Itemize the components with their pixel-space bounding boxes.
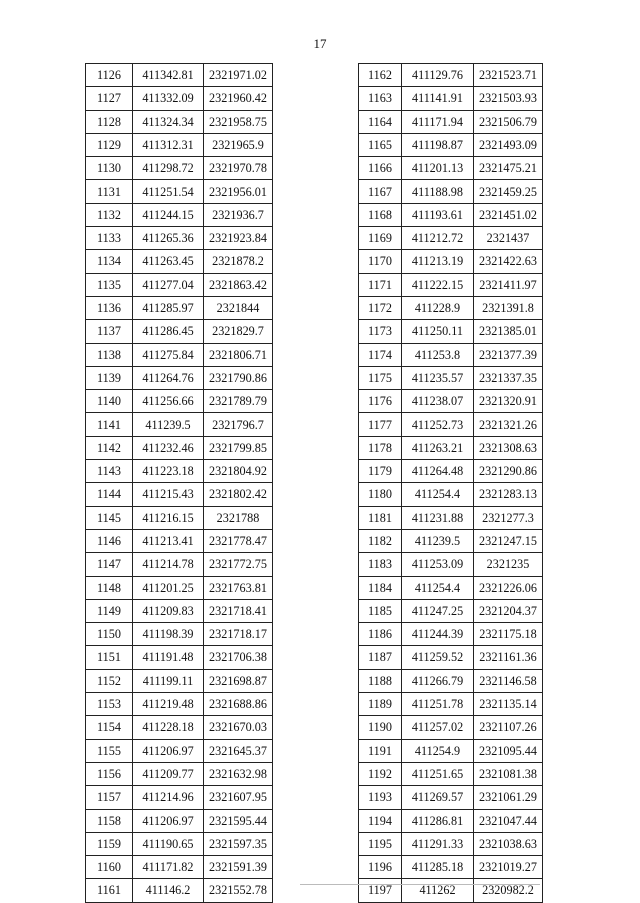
y-coordinate-cell: 2321718.41 <box>204 599 273 622</box>
x-coordinate-cell: 411247.25 <box>402 599 474 622</box>
x-coordinate-cell: 411228.18 <box>133 716 204 739</box>
x-coordinate-cell: 411275.84 <box>133 343 204 366</box>
x-coordinate-cell: 411254.4 <box>402 483 474 506</box>
table-row <box>359 646 543 669</box>
y-coordinate-cell: 2321391.8 <box>474 296 543 319</box>
point-number-cell: 1148 <box>86 576 133 599</box>
table-row <box>359 623 543 646</box>
table-row <box>359 832 543 855</box>
x-coordinate-cell: 411212.72 <box>402 227 474 250</box>
y-coordinate-cell: 2321308.63 <box>474 436 543 459</box>
x-coordinate-cell: 411285.18 <box>402 856 474 879</box>
point-number-cell: 1134 <box>86 250 133 273</box>
point-number-cell: 1138 <box>86 343 133 366</box>
y-coordinate-cell: 2321061.29 <box>474 786 543 809</box>
footer-rule <box>300 884 540 885</box>
table-row <box>359 483 543 506</box>
x-coordinate-cell: 411251.78 <box>402 693 474 716</box>
table-row <box>86 390 273 413</box>
table-row <box>359 227 543 250</box>
table-row <box>86 669 273 692</box>
y-coordinate-cell: 2321493.09 <box>474 133 543 156</box>
y-coordinate-cell: 2321161.36 <box>474 646 543 669</box>
x-coordinate-cell: 411213.19 <box>402 250 474 273</box>
point-number-cell: 1150 <box>86 623 133 646</box>
table-row <box>86 483 273 506</box>
point-number-cell: 1180 <box>359 483 402 506</box>
point-number-cell: 1154 <box>86 716 133 739</box>
y-coordinate-cell: 2321796.7 <box>204 413 273 436</box>
y-coordinate-cell: 2321718.17 <box>204 623 273 646</box>
table-row <box>86 296 273 319</box>
y-coordinate-cell: 2321321.26 <box>474 413 543 436</box>
table-row <box>86 599 273 622</box>
x-coordinate-cell: 411291.33 <box>402 832 474 855</box>
x-coordinate-cell: 411219.48 <box>133 693 204 716</box>
point-number-cell: 1144 <box>86 483 133 506</box>
y-coordinate-cell: 2321670.03 <box>204 716 273 739</box>
table-row <box>86 203 273 226</box>
y-coordinate-cell: 2321595.44 <box>204 809 273 832</box>
point-number-cell: 1126 <box>86 64 133 87</box>
point-number-cell: 1129 <box>86 133 133 156</box>
point-number-cell: 1136 <box>86 296 133 319</box>
point-number-cell: 1183 <box>359 553 402 576</box>
y-coordinate-cell: 2321778.47 <box>204 529 273 552</box>
x-coordinate-cell: 411141.91 <box>402 87 474 110</box>
table-row <box>359 693 543 716</box>
page-number: 17 <box>313 36 327 51</box>
table-row <box>86 832 273 855</box>
table-row <box>359 273 543 296</box>
point-number-cell: 1189 <box>359 693 402 716</box>
x-coordinate-cell: 411277.04 <box>133 273 204 296</box>
y-coordinate-cell: 2321971.02 <box>204 64 273 87</box>
x-coordinate-cell: 411171.94 <box>402 110 474 133</box>
point-number-cell: 1174 <box>359 343 402 366</box>
x-coordinate-cell: 411222.15 <box>402 273 474 296</box>
table-row <box>359 87 543 110</box>
y-coordinate-cell: 2321290.86 <box>474 460 543 483</box>
x-coordinate-cell: 411190.65 <box>133 832 204 855</box>
table-row <box>359 157 543 180</box>
table-row <box>86 273 273 296</box>
table-row <box>359 460 543 483</box>
point-number-cell: 1192 <box>359 762 402 785</box>
table-row <box>359 390 543 413</box>
table-row <box>359 529 543 552</box>
x-coordinate-cell: 411263.21 <box>402 436 474 459</box>
x-coordinate-cell: 411201.13 <box>402 157 474 180</box>
point-number-cell: 1161 <box>86 879 133 902</box>
y-coordinate-cell: 2321956.01 <box>204 180 273 203</box>
x-coordinate-cell: 411214.78 <box>133 553 204 576</box>
table-row <box>86 576 273 599</box>
x-coordinate-cell: 411342.81 <box>133 64 204 87</box>
table-row <box>86 157 273 180</box>
table-row <box>86 716 273 739</box>
y-coordinate-cell: 2321878.2 <box>204 250 273 273</box>
table-row <box>86 529 273 552</box>
y-coordinate-cell: 2321923.84 <box>204 227 273 250</box>
y-coordinate-cell: 2321277.3 <box>474 506 543 529</box>
point-number-cell: 1146 <box>86 529 133 552</box>
table-row <box>359 856 543 879</box>
y-coordinate-cell: 2321597.35 <box>204 832 273 855</box>
table-row <box>359 436 543 459</box>
coordinate-table-left <box>85 63 273 903</box>
y-coordinate-cell: 2321422.63 <box>474 250 543 273</box>
point-number-cell: 1162 <box>359 64 402 87</box>
point-number-cell: 1163 <box>359 87 402 110</box>
table-row <box>86 366 273 389</box>
y-coordinate-cell: 2321135.14 <box>474 693 543 716</box>
y-coordinate-cell: 2321863.42 <box>204 273 273 296</box>
y-coordinate-cell: 2321247.15 <box>474 529 543 552</box>
x-coordinate-cell: 411254.9 <box>402 739 474 762</box>
y-coordinate-cell: 2321763.81 <box>204 576 273 599</box>
y-coordinate-cell: 2321698.87 <box>204 669 273 692</box>
x-coordinate-cell: 411198.87 <box>402 133 474 156</box>
y-coordinate-cell: 2321790.86 <box>204 366 273 389</box>
point-number-cell: 1166 <box>359 157 402 180</box>
y-coordinate-cell: 2321772.75 <box>204 553 273 576</box>
table-row <box>86 739 273 762</box>
table-row <box>359 320 543 343</box>
y-coordinate-cell: 2321645.37 <box>204 739 273 762</box>
table-row <box>86 250 273 273</box>
y-coordinate-cell: 2321802.42 <box>204 483 273 506</box>
point-number-cell: 1179 <box>359 460 402 483</box>
x-coordinate-cell: 411259.52 <box>402 646 474 669</box>
y-coordinate-cell: 2321706.38 <box>204 646 273 669</box>
y-coordinate-cell: 2321503.93 <box>474 87 543 110</box>
y-coordinate-cell: 2321283.13 <box>474 483 543 506</box>
x-coordinate-cell: 411332.09 <box>133 87 204 110</box>
table-row <box>359 203 543 226</box>
x-coordinate-cell: 411298.72 <box>133 157 204 180</box>
y-coordinate-cell: 2321226.06 <box>474 576 543 599</box>
y-coordinate-cell: 2321844 <box>204 296 273 319</box>
x-coordinate-cell: 411228.9 <box>402 296 474 319</box>
point-number-cell: 1156 <box>86 762 133 785</box>
y-coordinate-cell: 2321552.78 <box>204 879 273 902</box>
point-number-cell: 1127 <box>86 87 133 110</box>
table-row <box>359 879 543 902</box>
table-row <box>359 739 543 762</box>
point-number-cell: 1170 <box>359 250 402 273</box>
table-row <box>359 716 543 739</box>
table-row <box>86 110 273 133</box>
x-coordinate-cell: 411286.45 <box>133 320 204 343</box>
point-number-cell: 1160 <box>86 856 133 879</box>
point-number-cell: 1157 <box>86 786 133 809</box>
table-row <box>359 296 543 319</box>
table-row <box>86 762 273 785</box>
point-number-cell: 1171 <box>359 273 402 296</box>
point-number-cell: 1182 <box>359 529 402 552</box>
x-coordinate-cell: 411232.46 <box>133 436 204 459</box>
x-coordinate-cell: 411198.39 <box>133 623 204 646</box>
y-coordinate-cell: 2321175.18 <box>474 623 543 646</box>
table-row <box>86 64 273 87</box>
point-number-cell: 1175 <box>359 366 402 389</box>
x-coordinate-cell: 411286.81 <box>402 809 474 832</box>
table-row <box>359 553 543 576</box>
point-number-cell: 1155 <box>86 739 133 762</box>
table-row <box>86 506 273 529</box>
y-coordinate-cell: 2321632.98 <box>204 762 273 785</box>
table-row <box>359 250 543 273</box>
table-row <box>86 343 273 366</box>
x-coordinate-cell: 411239.5 <box>133 413 204 436</box>
point-number-cell: 1173 <box>359 320 402 343</box>
x-coordinate-cell: 411285.97 <box>133 296 204 319</box>
point-number-cell: 1147 <box>86 553 133 576</box>
x-coordinate-cell: 411253.09 <box>402 553 474 576</box>
x-coordinate-cell: 411244.39 <box>402 623 474 646</box>
y-coordinate-cell: 2321936.7 <box>204 203 273 226</box>
x-coordinate-cell: 411201.25 <box>133 576 204 599</box>
y-coordinate-cell: 2321107.26 <box>474 716 543 739</box>
point-number-cell: 1165 <box>359 133 402 156</box>
point-number-cell: 1178 <box>359 436 402 459</box>
x-coordinate-cell: 411244.15 <box>133 203 204 226</box>
table-row <box>359 576 543 599</box>
table-row <box>359 809 543 832</box>
point-number-cell: 1145 <box>86 506 133 529</box>
point-number-cell: 1167 <box>359 180 402 203</box>
point-number-cell: 1132 <box>86 203 133 226</box>
y-coordinate-cell: 2321804.92 <box>204 460 273 483</box>
x-coordinate-cell: 411262 <box>402 879 474 902</box>
y-coordinate-cell: 2321789.79 <box>204 390 273 413</box>
y-coordinate-cell: 2321385.01 <box>474 320 543 343</box>
point-number-cell: 1190 <box>359 716 402 739</box>
table-row <box>359 786 543 809</box>
y-coordinate-cell: 2321688.86 <box>204 693 273 716</box>
x-coordinate-cell: 411264.48 <box>402 460 474 483</box>
y-coordinate-cell: 2321081.38 <box>474 762 543 785</box>
x-coordinate-cell: 411250.11 <box>402 320 474 343</box>
y-coordinate-cell: 2321970.78 <box>204 157 273 180</box>
y-coordinate-cell: 2321411.97 <box>474 273 543 296</box>
y-coordinate-cell: 2321607.95 <box>204 786 273 809</box>
y-coordinate-cell: 2321788 <box>204 506 273 529</box>
x-coordinate-cell: 411215.43 <box>133 483 204 506</box>
x-coordinate-cell: 411254.4 <box>402 576 474 599</box>
y-coordinate-cell: 2321019.27 <box>474 856 543 879</box>
x-coordinate-cell: 411252.73 <box>402 413 474 436</box>
point-number-cell: 1159 <box>86 832 133 855</box>
y-coordinate-cell: 2321958.75 <box>204 110 273 133</box>
point-number-cell: 1131 <box>86 180 133 203</box>
x-coordinate-cell: 411206.97 <box>133 739 204 762</box>
point-number-cell: 1139 <box>86 366 133 389</box>
table-row <box>86 646 273 669</box>
point-number-cell: 1142 <box>86 436 133 459</box>
x-coordinate-cell: 411206.97 <box>133 809 204 832</box>
x-coordinate-cell: 411223.18 <box>133 460 204 483</box>
point-number-cell: 1172 <box>359 296 402 319</box>
x-coordinate-cell: 411191.48 <box>133 646 204 669</box>
table-row <box>86 180 273 203</box>
coordinate-table-right <box>358 63 543 903</box>
y-coordinate-cell: 2320982.2 <box>474 879 543 902</box>
table-row <box>359 110 543 133</box>
y-coordinate-cell: 2321377.39 <box>474 343 543 366</box>
table-row <box>359 133 543 156</box>
point-number-cell: 1195 <box>359 832 402 855</box>
point-number-cell: 1151 <box>86 646 133 669</box>
table-row <box>86 693 273 716</box>
table-row <box>86 809 273 832</box>
table-row <box>359 669 543 692</box>
y-coordinate-cell: 2321523.71 <box>474 64 543 87</box>
y-coordinate-cell: 2321204.37 <box>474 599 543 622</box>
table-row <box>86 87 273 110</box>
y-coordinate-cell: 2321475.21 <box>474 157 543 180</box>
y-coordinate-cell: 2321235 <box>474 553 543 576</box>
table-row <box>86 786 273 809</box>
point-number-cell: 1133 <box>86 227 133 250</box>
y-coordinate-cell: 2321799.85 <box>204 436 273 459</box>
y-coordinate-cell: 2321146.58 <box>474 669 543 692</box>
x-coordinate-cell: 411235.57 <box>402 366 474 389</box>
x-coordinate-cell: 411214.96 <box>133 786 204 809</box>
point-number-cell: 1128 <box>86 110 133 133</box>
y-coordinate-cell: 2321960.42 <box>204 87 273 110</box>
point-number-cell: 1164 <box>359 110 402 133</box>
point-number-cell: 1187 <box>359 646 402 669</box>
x-coordinate-cell: 411238.07 <box>402 390 474 413</box>
y-coordinate-cell: 2321965.9 <box>204 133 273 156</box>
y-coordinate-cell: 2321806.71 <box>204 343 273 366</box>
table-row <box>86 413 273 436</box>
x-coordinate-cell: 411264.76 <box>133 366 204 389</box>
x-coordinate-cell: 411251.54 <box>133 180 204 203</box>
y-coordinate-cell: 2321829.7 <box>204 320 273 343</box>
x-coordinate-cell: 411324.34 <box>133 110 204 133</box>
x-coordinate-cell: 411171.82 <box>133 856 204 879</box>
point-number-cell: 1143 <box>86 460 133 483</box>
point-number-cell: 1158 <box>86 809 133 832</box>
point-number-cell: 1137 <box>86 320 133 343</box>
point-number-cell: 1153 <box>86 693 133 716</box>
point-number-cell: 1149 <box>86 599 133 622</box>
x-coordinate-cell: 411251.65 <box>402 762 474 785</box>
point-number-cell: 1176 <box>359 390 402 413</box>
x-coordinate-cell: 411265.36 <box>133 227 204 250</box>
x-coordinate-cell: 411266.79 <box>402 669 474 692</box>
x-coordinate-cell: 411253.8 <box>402 343 474 366</box>
point-number-cell: 1191 <box>359 739 402 762</box>
point-number-cell: 1181 <box>359 506 402 529</box>
table-row <box>359 180 543 203</box>
x-coordinate-cell: 411257.02 <box>402 716 474 739</box>
point-number-cell: 1188 <box>359 669 402 692</box>
point-number-cell: 1186 <box>359 623 402 646</box>
x-coordinate-cell: 411231.88 <box>402 506 474 529</box>
x-coordinate-cell: 411209.83 <box>133 599 204 622</box>
x-coordinate-cell: 411146.2 <box>133 879 204 902</box>
point-number-cell: 1184 <box>359 576 402 599</box>
point-number-cell: 1168 <box>359 203 402 226</box>
y-coordinate-cell: 2321320.91 <box>474 390 543 413</box>
table-row <box>86 227 273 250</box>
x-coordinate-cell: 411239.5 <box>402 529 474 552</box>
x-coordinate-cell: 411216.15 <box>133 506 204 529</box>
y-coordinate-cell: 2321591.39 <box>204 856 273 879</box>
table-row <box>359 366 543 389</box>
table-row <box>86 133 273 156</box>
x-coordinate-cell: 411312.31 <box>133 133 204 156</box>
point-number-cell: 1130 <box>86 157 133 180</box>
x-coordinate-cell: 411269.57 <box>402 786 474 809</box>
table-row <box>86 436 273 459</box>
table-row <box>359 343 543 366</box>
point-number-cell: 1196 <box>359 856 402 879</box>
x-coordinate-cell: 411209.77 <box>133 762 204 785</box>
y-coordinate-cell: 2321038.63 <box>474 832 543 855</box>
x-coordinate-cell: 411193.61 <box>402 203 474 226</box>
table-row <box>86 553 273 576</box>
x-coordinate-cell: 411263.45 <box>133 250 204 273</box>
table-row <box>359 64 543 87</box>
point-number-cell: 1135 <box>86 273 133 296</box>
x-coordinate-cell: 411188.98 <box>402 180 474 203</box>
point-number-cell: 1185 <box>359 599 402 622</box>
point-number-cell: 1197 <box>359 879 402 902</box>
table-row <box>86 879 273 902</box>
point-number-cell: 1140 <box>86 390 133 413</box>
point-number-cell: 1141 <box>86 413 133 436</box>
point-number-cell: 1177 <box>359 413 402 436</box>
table-row <box>86 856 273 879</box>
table-row <box>86 320 273 343</box>
y-coordinate-cell: 2321451.02 <box>474 203 543 226</box>
table-row <box>86 623 273 646</box>
y-coordinate-cell: 2321047.44 <box>474 809 543 832</box>
table-row <box>359 413 543 436</box>
table-row <box>359 599 543 622</box>
x-coordinate-cell: 411199.11 <box>133 669 204 692</box>
y-coordinate-cell: 2321095.44 <box>474 739 543 762</box>
x-coordinate-cell: 411129.76 <box>402 64 474 87</box>
table-row <box>359 506 543 529</box>
point-number-cell: 1152 <box>86 669 133 692</box>
point-number-cell: 1169 <box>359 227 402 250</box>
table-row <box>86 460 273 483</box>
y-coordinate-cell: 2321459.25 <box>474 180 543 203</box>
y-coordinate-cell: 2321337.35 <box>474 366 543 389</box>
x-coordinate-cell: 411256.66 <box>133 390 204 413</box>
y-coordinate-cell: 2321506.79 <box>474 110 543 133</box>
table-row <box>359 762 543 785</box>
y-coordinate-cell: 2321437 <box>474 227 543 250</box>
x-coordinate-cell: 411213.41 <box>133 529 204 552</box>
point-number-cell: 1193 <box>359 786 402 809</box>
point-number-cell: 1194 <box>359 809 402 832</box>
